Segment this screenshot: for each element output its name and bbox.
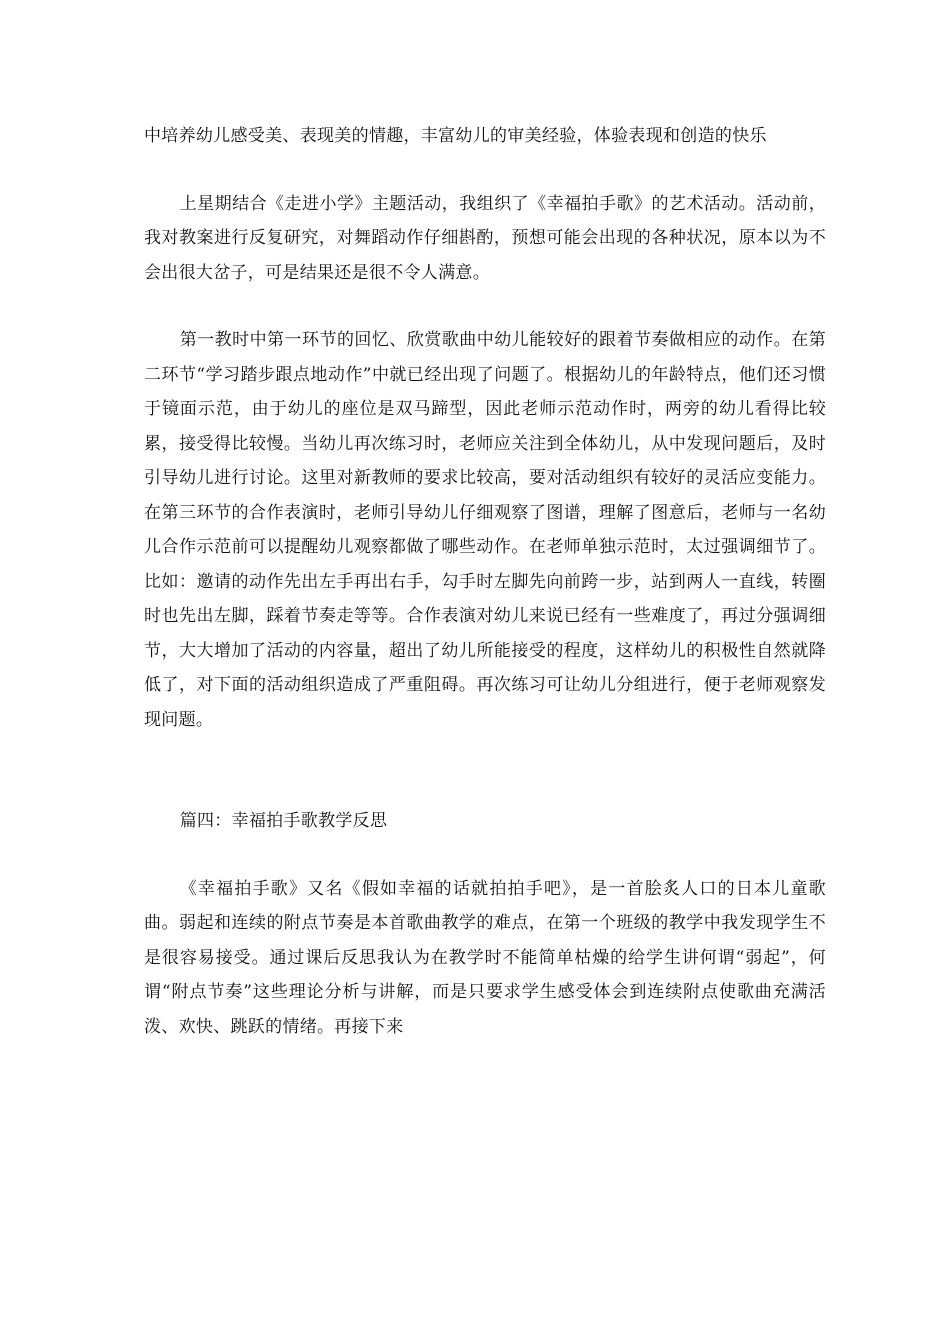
- section-heading: 篇四：幸福拍手歌教学反思: [179, 811, 388, 831]
- paragraph-song-reflection: 《幸福拍手歌》又名《假如幸福的话就拍拍手吧》，是一首脍炙人口的日本儿童歌曲。弱起和连续的附点节奏是本首歌曲教学的难点，在第一个班级的教学中我发现学生不是很容易接受。通过课后反思我认为在教学时不能简单枯燥的给学生讲何谓“弱起”，何谓“附点节奏”这些理论分析与讲解，而是只要求学生感受体会到连续附点使歌曲充满活泼、欢快、跳跃的情绪。再接下来: [144, 878, 826, 1037]
- paragraph-activity-intro: 上星期结合《走进小学》主题活动，我组织了《幸福拍手歌》的艺术活动。活动前，我对教案进行反复研究，对舞蹈动作仔细斟酌，预想可能会出现的各种状况，原本以为不会出很大岔子，可是结果还是很不令人满意。: [144, 193, 826, 283]
- paragraph-continuation: 中培养幼儿感受美、表现美的情趣，丰富幼儿的审美经验，体验表现和创造的快乐: [144, 126, 767, 146]
- document-body: [144, 119, 826, 1044]
- paragraph-first-lesson: 第一教时中第一环节的回忆、欣赏歌曲中幼儿能较好的跟着节奏做相应的动作。在第二环节“学习踏步跟点地动作”中就已经出现了问题了。根据幼儿的年龄特点，他们还习惯于镜面示范，由于幼儿的座位是双马蹄型，因此老师示范动作时，两旁的幼儿看得比较累，接受得比较慢。当幼儿再次练习时，老师应关注到全体幼儿，从中发现问题后，及时引导幼儿进行讨论。这里对新教师的要求比较高，要对活动组织有较好的灵活应变能力。在第三环节的合作表演时，老师引导幼儿仔细观察了图谱，理解了图意后，老师与一名幼儿合作示范前可以提醒幼儿观察都做了哪些动作。在老师单独示范时，太过强调细节了。比如：邀请的动作先出左手再出右手，勾手时左脚先向前跨一步，站到两人一直线，转圈时也先出左脚，踩着节奏走等等。合作表演对幼儿来说已经有一些难度了，再过分强调细节，大大增加了活动的内容量，超出了幼儿所能接受的程度，这样幼儿的积极性自然就降低了，对下面的活动组织造成了严重阻碍。再次练习可让幼儿分组进行，便于老师观察发现问题。: [144, 330, 826, 730]
